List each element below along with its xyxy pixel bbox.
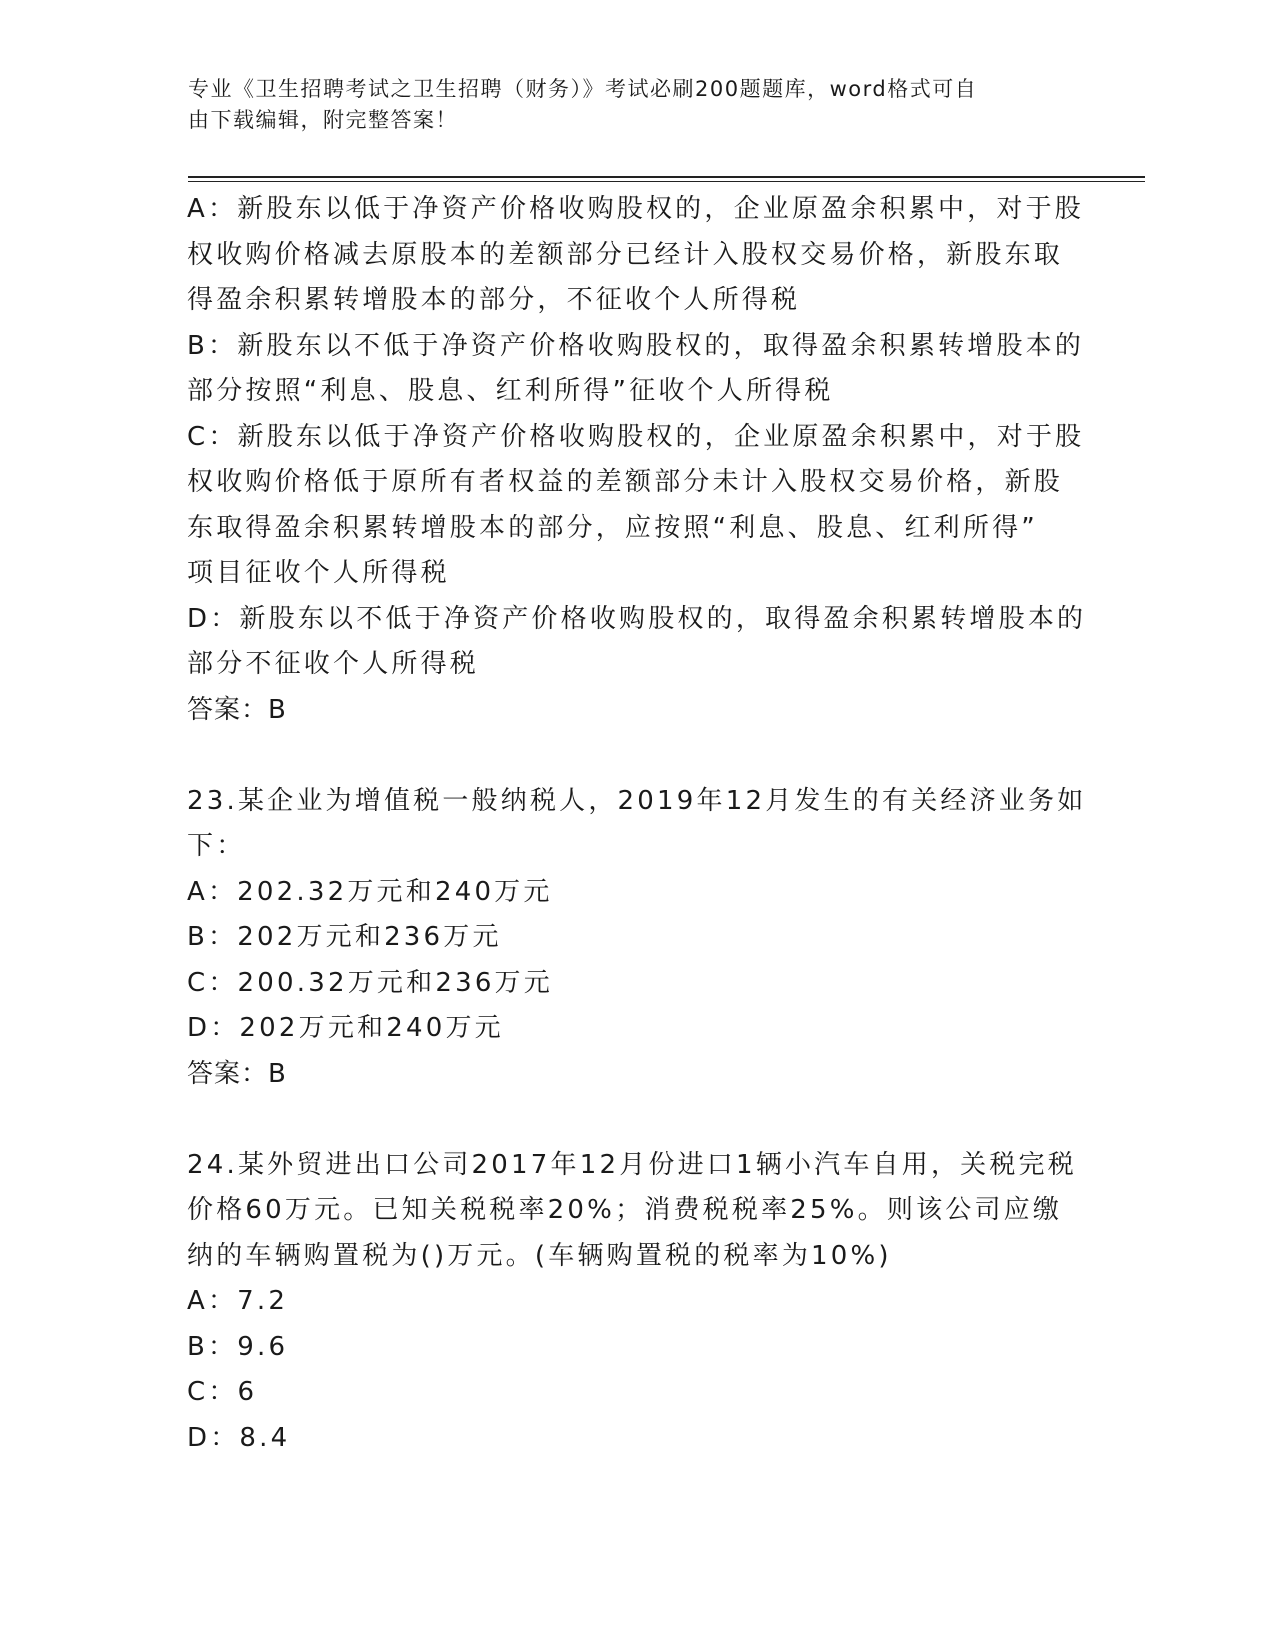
question-22	[187, 187, 1087, 733]
option-text-line: 权收购价格低于原所有者权益的差额部分未计入股权交易价格，新股	[187, 467, 1064, 497]
option-text-line: C：新股东以低于净资产价格收购股权的，企业原盈余积累中，对于股	[187, 421, 1085, 452]
option-text-line: 部分不征收个人所得税	[187, 649, 480, 679]
header-title-line-2: 由下载编辑，附完整答案！	[188, 108, 458, 132]
header-divider-thin	[188, 181, 1145, 182]
option-text-line: 部分按照“利息、股息、红利所得”征收个人所得税	[187, 376, 834, 406]
option-d: D：202万元和240万元	[187, 1013, 504, 1043]
spacer	[187, 733, 1067, 779]
option-a	[187, 187, 1084, 324]
question-23	[187, 779, 1087, 1098]
option-c: C：6	[187, 1377, 258, 1407]
header-divider-thick	[188, 176, 1145, 178]
question-stem-line: 24.某外贸进出口公司2017年12月份进口1辆小汽车自用，关税完税	[187, 1149, 1077, 1180]
option-text-line: 东取得盈余积累转增股本的部分，应按照“利息、股息、红利所得”	[187, 512, 1038, 543]
option-b: B：9.6	[187, 1331, 289, 1362]
option-a: A：202.32万元和240万元	[187, 876, 553, 907]
question-stem-line: 价格60万元。已知关税税率20%；消费税税率25%。则该公司应缴	[187, 1195, 1063, 1225]
option-text-line: 得盈余积累转增股本的部分，不征收个人所得税	[187, 285, 801, 315]
option-d: D：8.4	[187, 1422, 291, 1453]
option-text-line: A：新股东以低于净资产价格收购股权的，企业原盈余积累中，对于股	[187, 194, 1084, 224]
option-text-line: D：新股东以不低于净资产价格收购股权的，取得盈余积累转增股本的	[187, 603, 1087, 634]
option-text-line: 权收购价格减去原股本的差额部分已经计入股权交易价格，新股东取	[187, 239, 1064, 270]
answer-text: 答案：B	[187, 1058, 287, 1089]
option-b	[187, 324, 1085, 415]
document-header	[188, 74, 1068, 136]
option-text-line: B：新股东以不低于净资产价格收购股权的，取得盈余积累转增股本的	[187, 330, 1085, 361]
spacer	[187, 1097, 1067, 1143]
option-c	[187, 415, 1085, 597]
answer-text: 答案：B	[187, 694, 287, 725]
question-stem-line: 纳的车辆购置税为()万元。(车辆购置税的税率为10%)	[187, 1240, 892, 1271]
option-b: B：202万元和236万元	[187, 922, 502, 952]
option-a: A：7.2	[187, 1286, 289, 1316]
question-stem-line: 23.某企业为增值税一般纳税人，2019年12月发生的有关经济业务如	[187, 785, 1087, 816]
option-text-line: 项目征收个人所得税	[187, 558, 450, 588]
header-title-line-1: 专业《卫生招聘考试之卫生招聘（财务）》考试必刷200题题库，word格式可自	[188, 77, 978, 101]
question-stem-line: 下：	[187, 831, 246, 861]
option-c: C：200.32万元和236万元	[187, 967, 553, 998]
question-24	[187, 1143, 1077, 1462]
document-body	[187, 187, 1087, 1461]
option-d	[187, 597, 1087, 688]
